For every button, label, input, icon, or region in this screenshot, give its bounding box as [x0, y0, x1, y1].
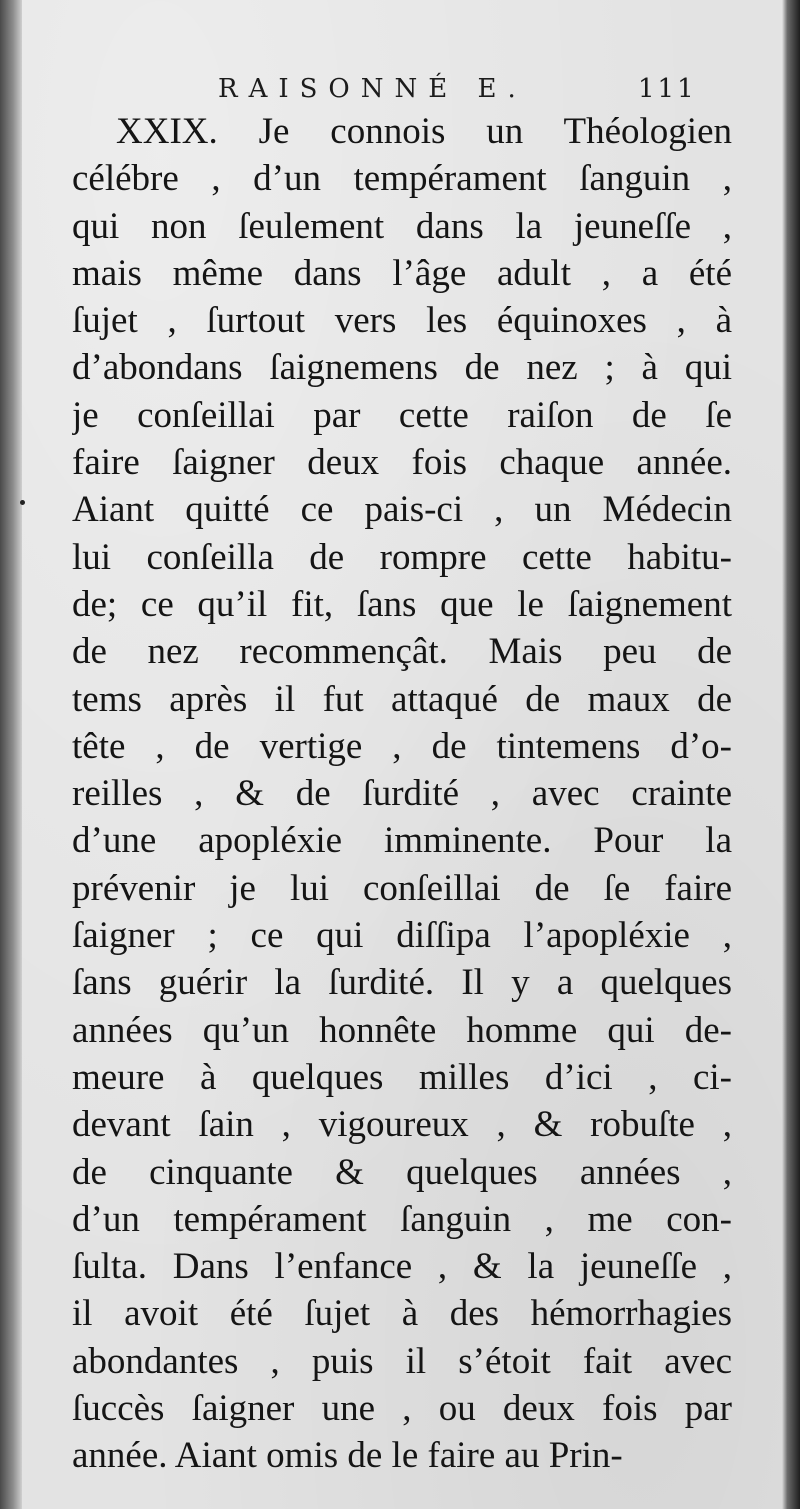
text-line: abondantes , puis il s’étoit fait avec — [72, 1340, 732, 1382]
text-line: prévenir je lui conſeillai de ſe faire — [72, 867, 732, 909]
text-line: qui non ſeulement dans la jeuneſſe , — [72, 205, 732, 247]
text-line: d’une apopléxie imminente. Pour la — [72, 820, 732, 862]
text-line: devant ſain , vigoureux , & robuſte , — [72, 1104, 732, 1146]
text-line: il avoit été ſujet à des hémorrhagies — [72, 1293, 732, 1335]
text-line: tems après il fut attaqué de maux de — [72, 678, 732, 720]
text-line: tête , de vertige , de tintemens d’o- — [72, 725, 732, 767]
running-title: RAISONNÉ E. — [218, 74, 527, 104]
running-head — [218, 74, 718, 110]
text-line: d’abondans ſaignemens de nez ; à qui — [72, 347, 732, 389]
text-line: reilles , & de ſurdité , avec crainte — [72, 773, 732, 815]
text-line: d’un tempérament ſanguin , me con- — [72, 1198, 732, 1240]
margin-mark — [20, 500, 25, 505]
text-line: année. Aiant omis de le faire au Prin- — [72, 1435, 623, 1477]
text-line: faire ſaigner deux fois chaque année. — [72, 442, 732, 484]
text-line: ſuccès ſaigner une , ou deux fois par — [72, 1388, 732, 1430]
text-line: ſans guérir la ſurdité. Il y a quelques — [72, 962, 732, 1004]
body-text — [72, 108, 732, 1480]
text-line: mais même dans l’âge adult , a été — [72, 252, 732, 294]
page-left-shadow — [0, 0, 22, 1509]
text-line: Aiant quitté ce pais-ci , un Médecin — [72, 489, 732, 531]
text-line: années qu’un honnête homme qui de- — [72, 1009, 732, 1051]
text-line: lui conſeilla de rompre cette habitu- — [72, 536, 732, 578]
page-right-shadow — [782, 0, 800, 1509]
text-line: XXIX. Je connois un Théologien — [116, 111, 732, 152]
text-line: célébre , d’un tempérament ſanguin , — [72, 158, 732, 200]
text-line: meure à quelques milles d’ici , ci- — [72, 1056, 732, 1098]
text-line: je conſeillai par cette raiſon de ſe — [72, 394, 732, 436]
text-line: ſulta. Dans l’enfance , & la jeuneſſe , — [72, 1246, 732, 1288]
text-line: ſujet , ſurtout vers les équinoxes , à — [72, 300, 732, 342]
text-line: de cinquante & quelques années , — [72, 1151, 732, 1193]
page-number: 111 — [638, 74, 697, 104]
text-line: de nez recommençât. Mais peu de — [72, 631, 732, 673]
text-line: de; ce qu’il fit, ſans que le ſaignement — [72, 583, 732, 625]
text-line: ſaigner ; ce qui diſſipa l’apopléxie , — [72, 915, 732, 957]
